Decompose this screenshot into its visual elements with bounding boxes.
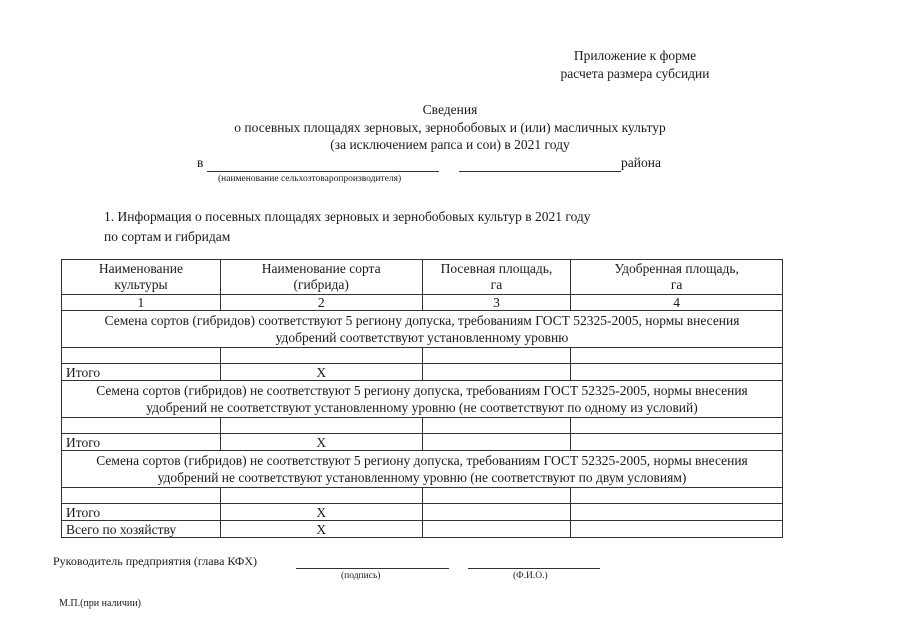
location-prefix: в xyxy=(197,155,204,170)
table-cell[interactable] xyxy=(62,418,221,434)
stamp-place-label: М.П.(при наличии) xyxy=(59,598,141,609)
table-cell[interactable] xyxy=(220,418,422,434)
table-row xyxy=(62,348,783,364)
section-1-heading xyxy=(104,207,591,247)
group-1-title-row xyxy=(62,311,783,348)
table-header-row xyxy=(62,260,783,295)
location-suffix: района xyxy=(621,155,661,170)
table-cell[interactable] xyxy=(571,418,783,434)
crop-area-table xyxy=(61,259,783,538)
section-1-line-2: по сортам и гибридам xyxy=(104,229,231,244)
table-cell[interactable] xyxy=(422,418,571,434)
table-cell[interactable] xyxy=(571,504,783,521)
full-name-caption: (Ф.И.О.) xyxy=(513,571,548,581)
annex-line-2: расчета размера субсидии xyxy=(560,65,710,81)
table-cell[interactable] xyxy=(62,488,221,504)
column-number: 1 xyxy=(62,295,221,311)
header-variety: Наименование сорта (гибрида) xyxy=(220,260,422,295)
title-line-1: Сведения xyxy=(422,102,478,117)
table-cell[interactable] xyxy=(62,348,221,364)
column-number: 2 xyxy=(220,295,422,311)
table-row xyxy=(62,488,783,504)
table-cell[interactable] xyxy=(422,504,571,521)
column-number-row xyxy=(62,295,783,311)
x-mark: Х xyxy=(220,521,422,538)
table-cell[interactable] xyxy=(422,364,571,381)
title-line-3: (за исключением рапса и сои) в 2021 году xyxy=(330,137,570,152)
title-line-2: о посевных площадях зерновых, зернобобовых и (или) масличных культур xyxy=(234,119,666,135)
header-fertilized-area: Удобренная площадь, га xyxy=(571,260,783,295)
group-3-total-row xyxy=(62,504,783,521)
producer-name-line xyxy=(207,171,439,172)
table-cell[interactable] xyxy=(422,434,571,451)
document-title xyxy=(0,101,900,154)
total-label: Итого xyxy=(62,364,221,381)
column-number: 3 xyxy=(422,295,571,311)
table-cell[interactable] xyxy=(571,348,783,364)
table-cell[interactable] xyxy=(571,521,783,538)
signature-line xyxy=(296,568,449,569)
total-label: Итого xyxy=(62,504,221,521)
group-2-title: Семена сортов (гибридов) не соответствуют 5 региону допуска, требованиям ГОСТ 52325-2005, нормы внесения удобрений не соответствуют установленному уровню (не соответствуют по одному из условий) xyxy=(62,381,783,418)
farm-total-label: Всего по хозяйству xyxy=(62,521,221,538)
annex-line-1: Приложение к форме xyxy=(573,48,697,63)
table-cell[interactable] xyxy=(571,488,783,504)
signature-caption: (подпись) xyxy=(341,571,381,581)
group-1-title: Семена сортов (гибридов) соответствуют 5 региону допуска, требованиям ГОСТ 52325-2005, нормы внесения удобрений соответствуют установленному уровню xyxy=(62,311,783,348)
x-mark: Х xyxy=(220,364,422,381)
group-2-total-row xyxy=(62,434,783,451)
header-crop: Наименование культуры xyxy=(62,260,221,295)
table-cell[interactable] xyxy=(571,364,783,381)
district-name-line xyxy=(459,171,621,172)
table-cell[interactable] xyxy=(220,488,422,504)
table-cell[interactable] xyxy=(220,348,422,364)
signature-label: Руководитель предприятия (глава КФХ) xyxy=(53,554,258,568)
column-number: 4 xyxy=(571,295,783,311)
table-cell[interactable] xyxy=(422,348,571,364)
group-1-total-row xyxy=(62,364,783,381)
table-cell[interactable] xyxy=(422,521,571,538)
group-2-title-row xyxy=(62,381,783,418)
section-1-line-1: 1. Информация о посевных площадях зерновых и зернобобовых культур в 2021 году xyxy=(104,209,591,224)
group-3-title-row xyxy=(62,451,783,488)
producer-caption: (наименование сельхозтоваропроизводителя) xyxy=(218,174,402,184)
table-row xyxy=(62,418,783,434)
x-mark: Х xyxy=(220,434,422,451)
farm-total-row xyxy=(62,521,783,538)
group-3-title: Семена сортов (гибридов) не соответствуют 5 региону допуска, требованиям ГОСТ 52325-2005, нормы внесения удобрений не соответствуют установленному уровню (не соответствуют по двум условиям) xyxy=(62,451,783,488)
header-sown-area: Посевная площадь, га xyxy=(422,260,571,295)
total-label: Итого xyxy=(62,434,221,451)
table-cell[interactable] xyxy=(571,434,783,451)
annex-note xyxy=(520,47,750,82)
x-mark: Х xyxy=(220,504,422,521)
full-name-line xyxy=(468,568,600,569)
table-cell[interactable] xyxy=(422,488,571,504)
